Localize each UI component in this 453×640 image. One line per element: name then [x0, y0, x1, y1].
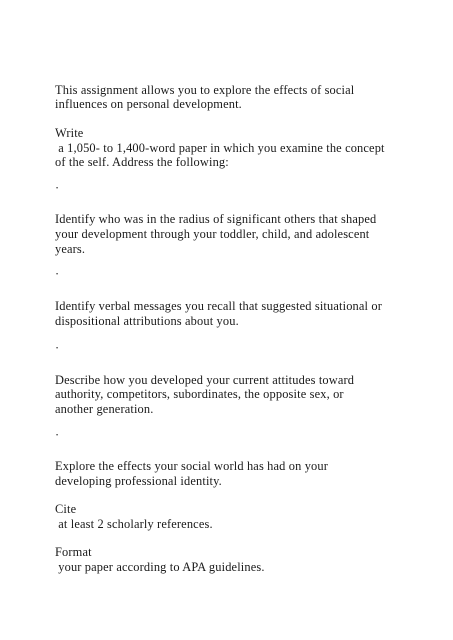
bullet-marker-1: ·: [55, 181, 60, 195]
write-heading: Write: [55, 126, 84, 140]
format-text: your paper according to APA guidelines.: [55, 560, 265, 574]
item-verbal-line-2: dispositional attributions about you.: [55, 314, 239, 328]
item-verbal-line-1: Identify verbal messages you recall that suggested situational or: [55, 299, 382, 313]
bullet-marker-4: ·: [55, 428, 60, 442]
item-attitudes-line-2: authority, competitors, subordinates, the opposite sex, or: [55, 387, 344, 401]
item-attitudes-line-3: another generation.: [55, 402, 154, 416]
item-radius-line-3: years.: [55, 242, 86, 256]
cite-text: at least 2 scholarly references.: [55, 517, 213, 531]
item-social-world-line-1: Explore the effects your social world has had on your: [55, 459, 329, 473]
item-social-world-line-2: developing professional identity.: [55, 474, 222, 488]
item-radius-line-1: Identify who was in the radius of significant others that shaped: [55, 212, 377, 226]
bullet-marker-3: ·: [55, 341, 60, 355]
cite-heading: Cite: [55, 502, 77, 516]
write-text-line-1: a 1,050- to 1,400-word paper in which you examine the concept: [55, 141, 385, 155]
bullet-marker-2: ·: [55, 267, 60, 281]
item-attitudes-line-1: Describe how you developed your current attitudes toward: [55, 373, 355, 387]
item-radius-line-2: your development through your toddler, child, and adolescent: [55, 227, 370, 241]
intro-line-1: This assignment allows you to explore the effects of social: [55, 83, 355, 97]
write-text-line-2: of the self. Address the following:: [55, 155, 229, 169]
format-heading: Format: [55, 545, 92, 559]
intro-line-2: influences on personal development.: [55, 97, 242, 111]
